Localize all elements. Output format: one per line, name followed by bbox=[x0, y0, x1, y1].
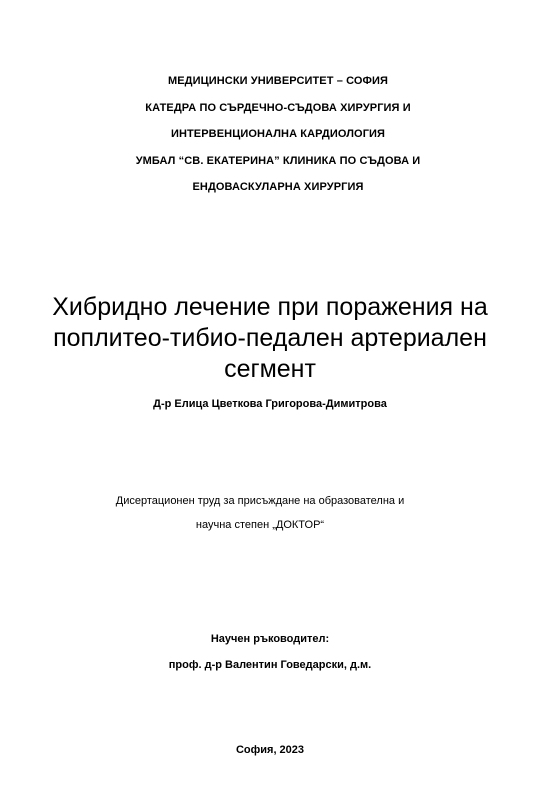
institution-block bbox=[0, 68, 556, 201]
degree-purpose bbox=[0, 489, 520, 537]
author-name: Д-р Елица Цветкова Григорова-Димитрова bbox=[153, 398, 387, 410]
title-line-1: Хибридно лечение при поражения на bbox=[52, 293, 488, 321]
purpose-line-1: Дисертационен труд за присъждане на образователна и bbox=[115, 495, 405, 507]
place-and-year: София, 2023 bbox=[235, 744, 305, 756]
institution-hospital: УМБАЛ “СВ. ЕКАТЕРИНА” КЛИНИКА ПО СЪДОВА И bbox=[135, 154, 421, 167]
dissertation-title bbox=[0, 292, 540, 385]
supervisor-label: Научен ръководител: bbox=[210, 633, 330, 645]
institution-clinic: ЕНДОВАСКУЛАРНА ХИРУРГИЯ bbox=[192, 181, 364, 193]
institution-department: КАТЕДРА ПО СЪРДЕЧНО-СЪДОВА ХИРУРГИЯ И bbox=[145, 101, 411, 114]
institution-department-cont: ИНТЕРВЕНЦИОНАЛНА КАРДИОЛОГИЯ bbox=[170, 128, 386, 140]
title-line-3: сегмент bbox=[224, 355, 316, 383]
supervisor-name: проф. д-р Валентин Говедарски, д.м. bbox=[168, 659, 372, 671]
institution-university: МЕДИЦИНСКИ УНИВЕРСИТЕТ – СОФИЯ bbox=[167, 75, 389, 87]
purpose-line-2: научна степен „ДОКТОР“ bbox=[195, 519, 325, 531]
supervisor-block bbox=[0, 626, 540, 678]
title-line-2: поплитео-тибио-педален артериален bbox=[53, 324, 487, 352]
